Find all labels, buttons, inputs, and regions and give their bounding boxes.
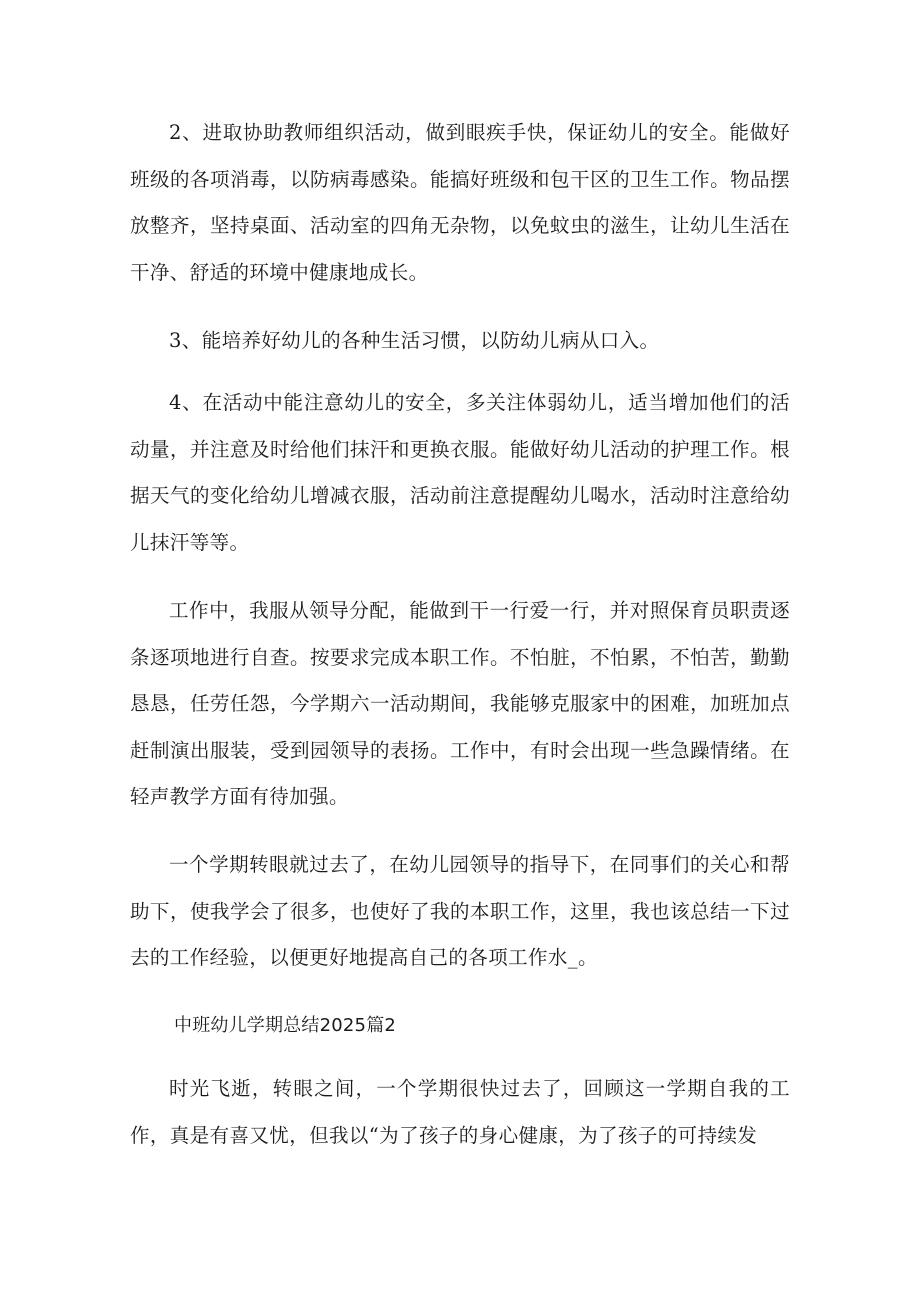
paragraph-item-3: 3、能培养好幼儿的各种生活习惯，以防幼儿病从口入。: [169, 329, 660, 352]
paragraph-work-review: 工作中，我服从领导分配，能做到干一行爱一行，并对照保育员职责逐条逐项地进行自查。按要求完成本职工作。不怕脏，不怕累，不怕苦，勤勤恳恳，任劳任怨，今学期六一活动期间，我能够克服家中的困难，加班加点赶制演出服装，受到园领导的表扬。工作中，有时会出现一些急躁情绪。在轻声教学方面有待加强。: [130, 599, 790, 808]
paragraph-semester-summary: 一个学期转眼就过去了，在幼儿园领导的指导下，在同事们的关心和帮助下，使我学会了很多，也使好了我的本职工作，这里，我也该总结一下过去的工作经验，以便更好地提高自己的各项工作水_。: [130, 853, 790, 969]
paragraph-item-4: 4、在活动中能注意幼儿的安全，多关注体弱幼儿，适当增加他们的活动量，并注意及时给他们抹汗和更换衣服。能做好幼儿活动的护理工作。根据天气的变化给幼儿增减衣服，活动前注意提醒幼儿喝水，活动时注意给幼儿抹汗等等。: [130, 391, 790, 554]
section-heading: 中班幼儿学期总结2025篇2: [174, 1015, 397, 1036]
paragraph-closing: 时光飞逝，转眼之间，一个学期很快过去了，回顾这一学期自我的工作，真是有喜又忧，但我以“为了孩子的身心健康，为了孩子的可持续发: [130, 1077, 790, 1147]
paragraph-item-2: 2、进取协助教师组织活动，做到眼疾手快，保证幼儿的安全。能做好班级的各项消毒，以防病毒感染。能搞好班级和包干区的卫生工作。物品摆放整齐，坚持桌面、活动室的四角无杂物，以免蚊虫的滋生，让幼儿生活在干净、舒适的环境中健康地成长。: [130, 121, 790, 284]
